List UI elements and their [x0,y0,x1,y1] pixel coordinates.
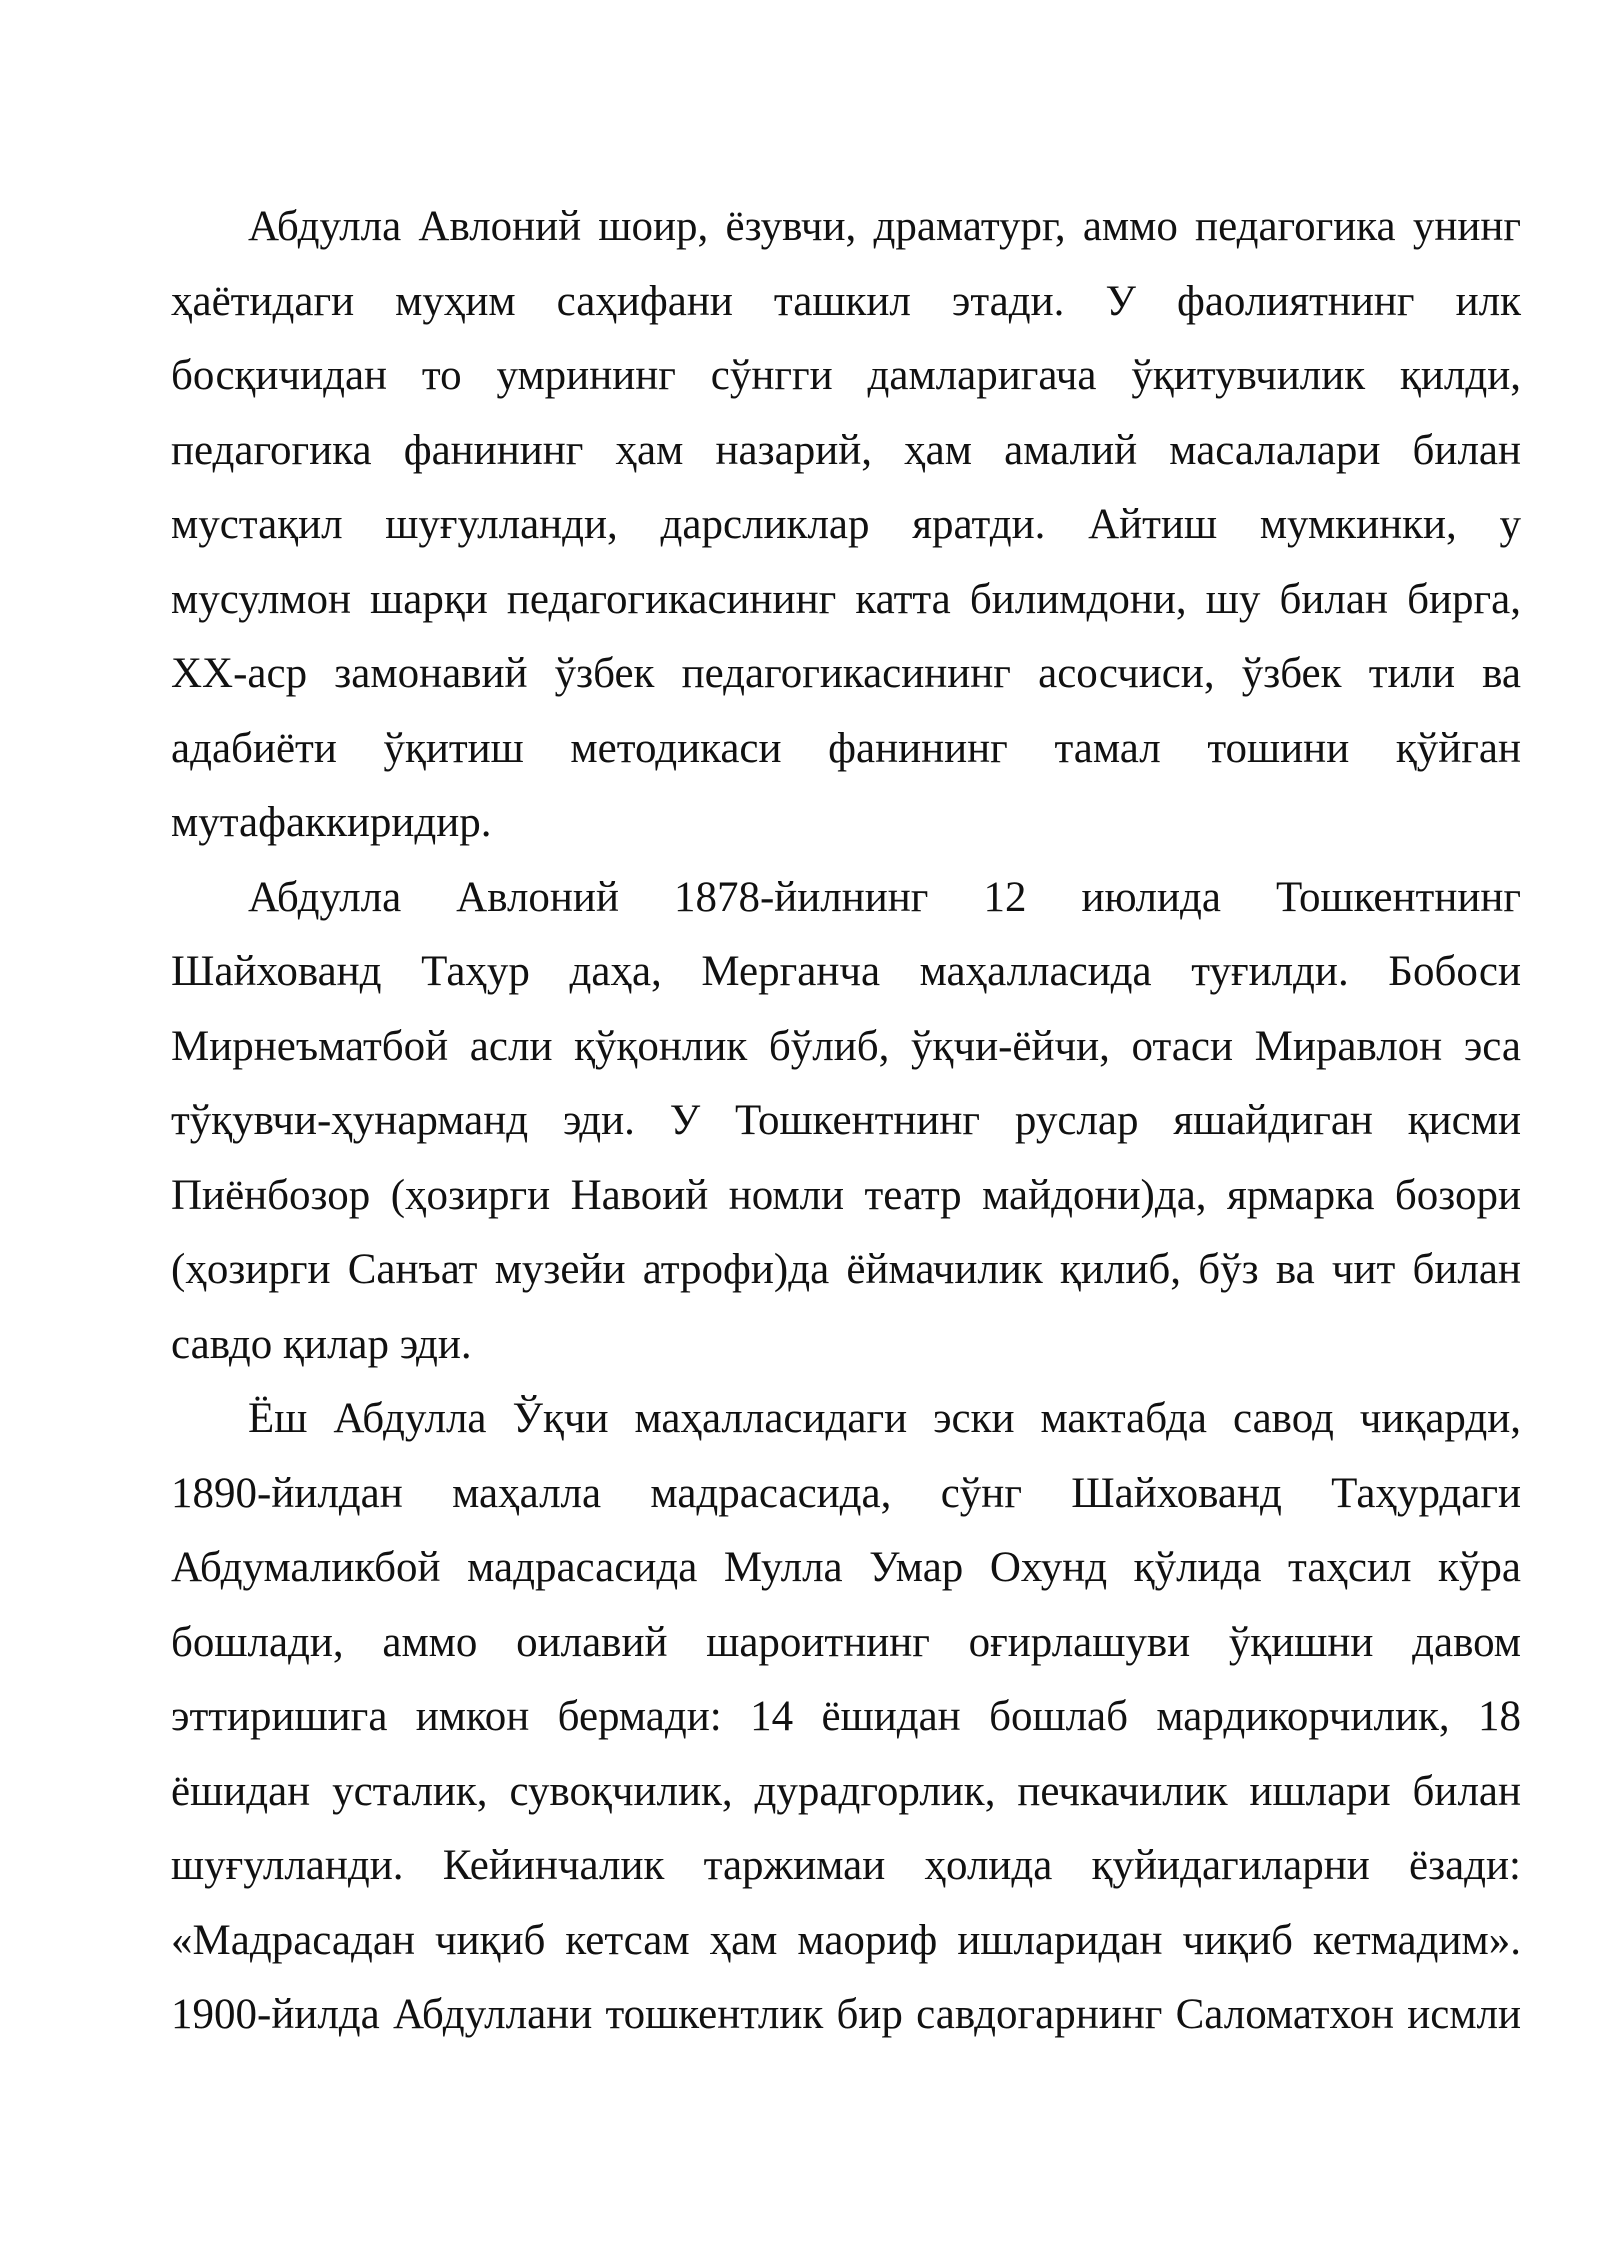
paragraph [171,861,1521,1383]
text-line: мусулмон шарқи педагогикасининг катта билимдони, шу билан бирга, [171,575,1521,623]
text-line: Ёш Абдулла Ўқчи маҳалласидаги эски мактабда савод чиқарди, [248,1395,1521,1442]
text-line: шуғулланди. Кейинчалик таржимаи ҳолида қуйидагиларни ёзади: [171,1842,1521,1889]
text-line: босқичидан то умрининг сўнгги дамларигача ўқитувчилик қилди, [171,352,1521,399]
document-body [171,190,1521,2053]
text-line: тўқувчи-ҳунарманд эди. У Тошкентнинг руслар яшайдиган қисми [171,1097,1521,1144]
paragraph [171,190,1521,861]
text-line: адабиёти ўқитиш методикаси фанининг тамал тошини қўйган [171,724,1521,772]
text-line: Абдумаликбой мадрасасида Мулла Умар Охунд қўлида таҳсил кўра [171,1544,1521,1591]
text-line: Абдулла Авлоний шоир, ёзувчи, драматург, аммо педагогика унинг [248,203,1521,250]
text-line: (ҳозирги Санъат музейи атрофи)да ёймачилик қилиб, бўз ва чит билан [171,1246,1521,1293]
text-line: педагогика фанининг ҳам назарий, ҳам амалий масалалари билан [171,426,1521,474]
text-line: Шайхованд Таҳур даҳа, Мерганча маҳалласида туғилди. Бобоси [171,948,1521,995]
text-line: «Мадрасадан чиқиб кетсам ҳам маориф ишларидан чиқиб кетмадим». [171,1916,1521,1964]
text-line: Мирнеъматбой асли қўқонлик бўлиб, ўқчи-ёйчи, отаси Миравлон эса [171,1022,1521,1070]
paragraph [171,1382,1521,2053]
text-line: 1890-йилдан маҳалла мадрасасида, сўнг Шайхованд Таҳурдаги [171,1469,1521,1517]
text-line: ёшидан усталик, сувоқчилик, дурадгорлик, печкачилик ишлари билан [171,1767,1521,1815]
text-line: Абдулла Авлоний 1878-йилнинг 12 июлида Тошкентнинг [248,873,1521,921]
text-line: Пиёнбозор (ҳозирги Навоий номли театр майдони)да, ярмарка бозори [171,1171,1521,1219]
text-line: XX-аср замонавий ўзбек педагогикасининг асосчиси, ўзбек тили ва [171,650,1521,697]
text-line: мустақил шуғулланди, дарсликлар яратди. Айтиш мумкинки, у [171,501,1521,548]
text-line: 1900-йилда Абдуллани тошкентлик бир савдогарнинг Саломатхон исмли [171,1991,1521,2038]
text-line: эттиришига имкон бермади: 14 ёшидан бошлаб мардикорчилик, 18 [171,1693,1521,1740]
text-line: савдо қилар эди. [171,1320,472,1368]
text-line: ҳаётидаги муҳим саҳифани ташкил этади. У фаолиятнинг илк [171,277,1521,325]
text-line: бошлади, аммо оилавий шароитнинг оғирлашуви ўқишни давом [171,1618,1521,1666]
text-line: мутафаккиридир. [171,799,492,846]
